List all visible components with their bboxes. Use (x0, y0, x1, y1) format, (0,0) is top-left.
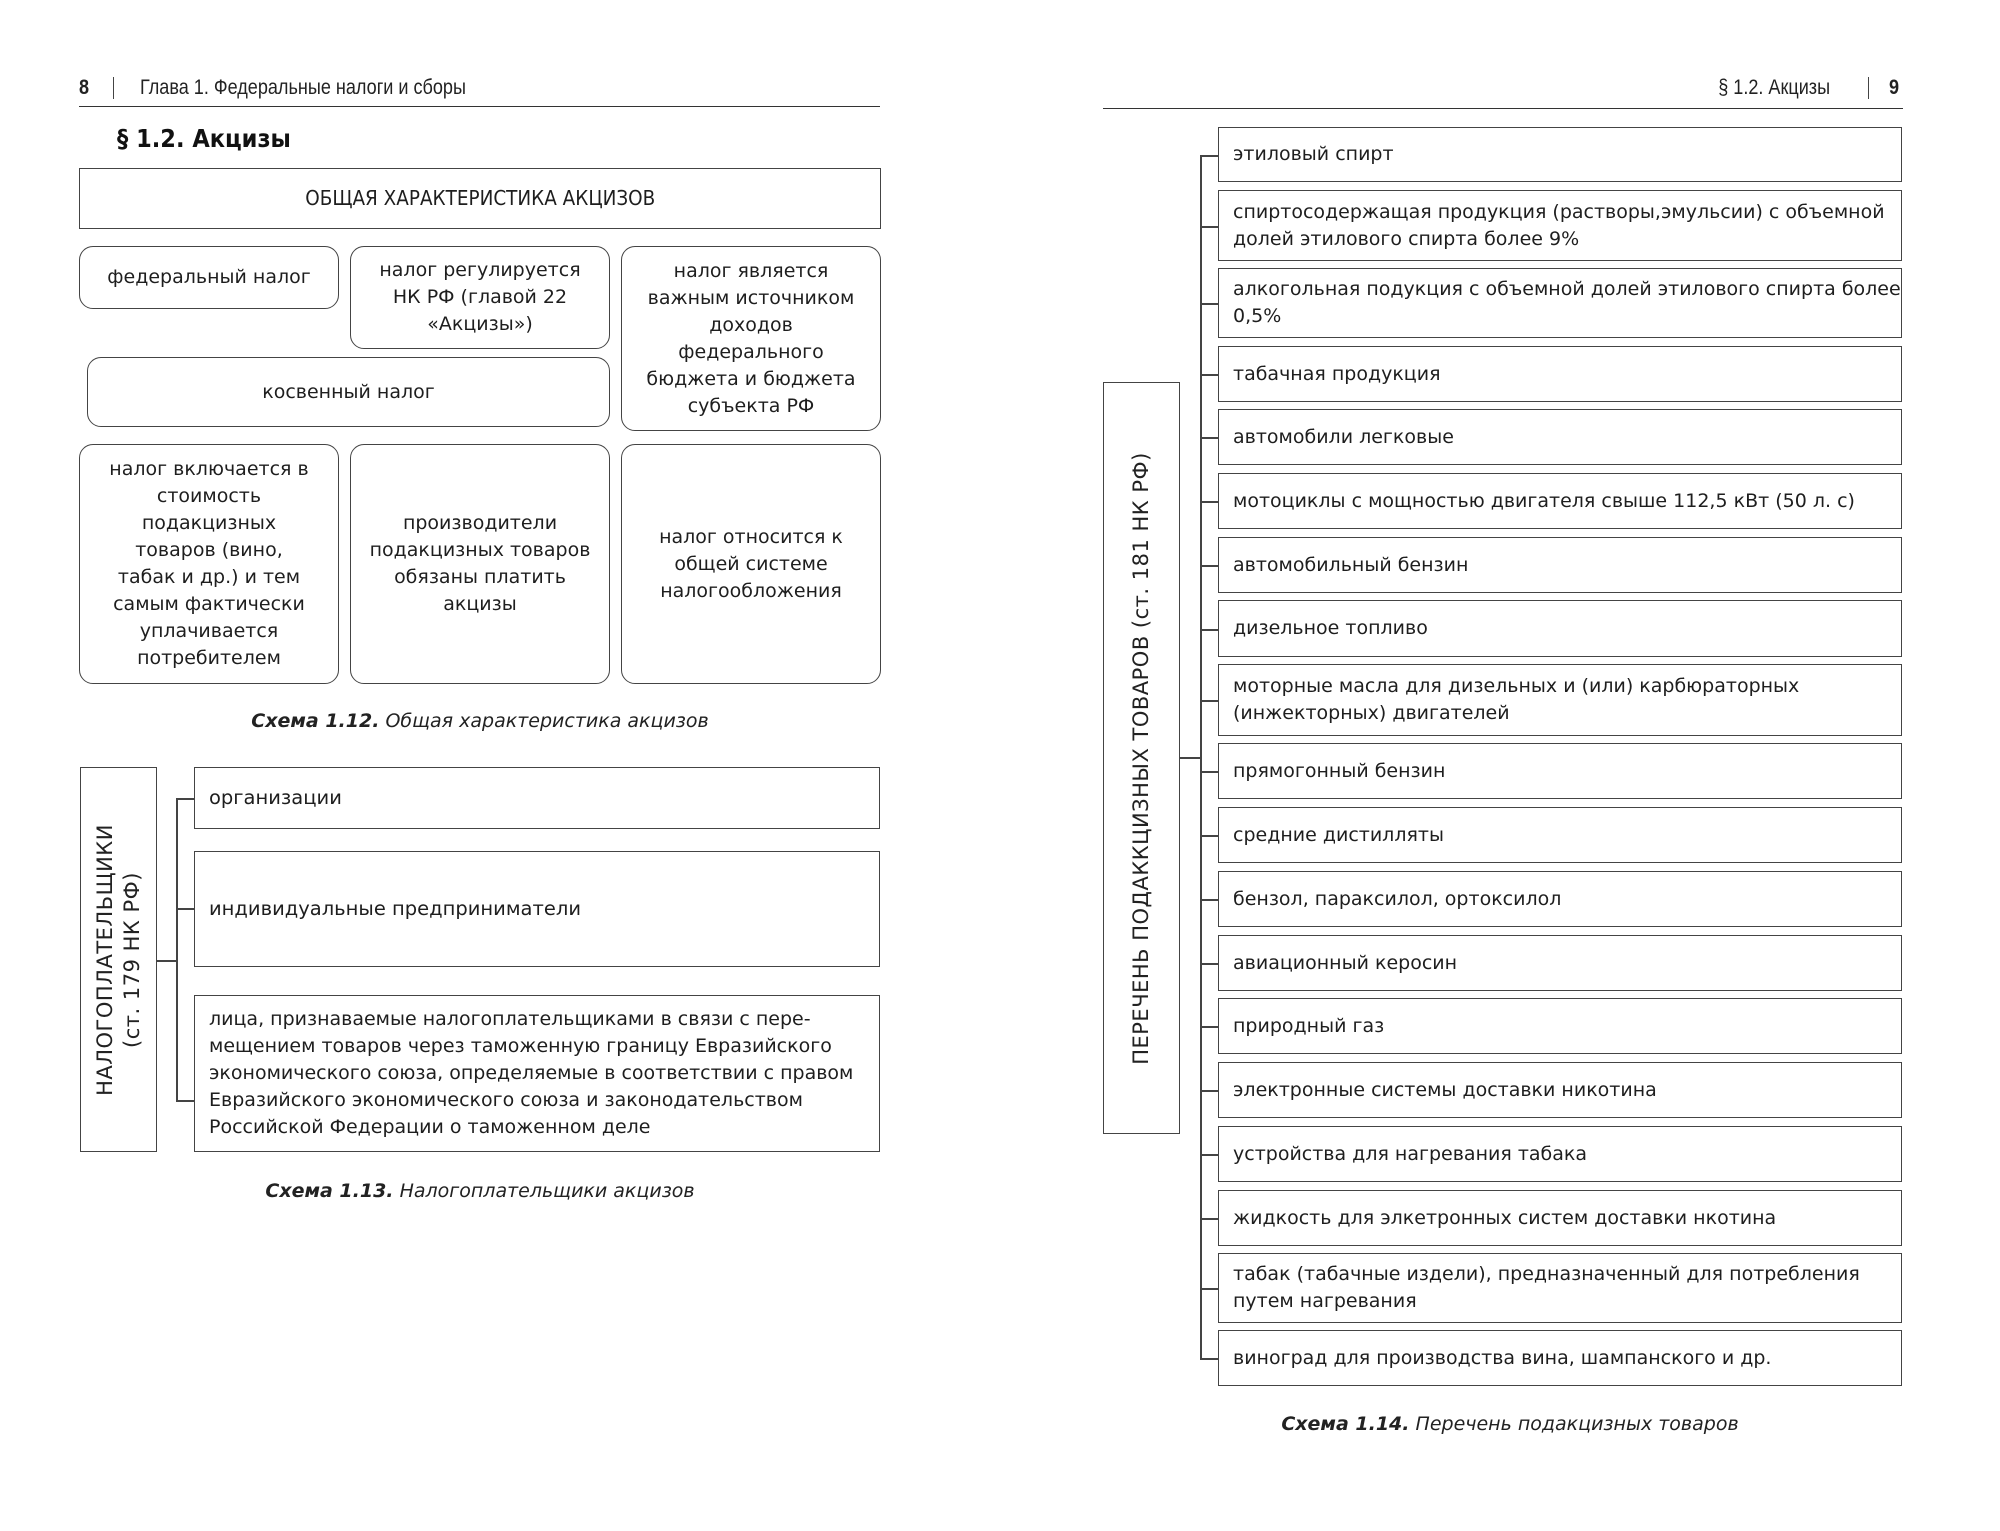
cell-text: налог включается в стоимость подакцизных товаров (вино, табак и др.) и тем самым фактически уплачивается потребителем (109, 458, 309, 669)
root-title: НАЛОГОПЛАТЕЛЬЩИКИ (92, 823, 117, 1096)
connector-branch (1200, 1288, 1218, 1290)
excisable-goods-item (1218, 1126, 1902, 1182)
connector-root (1180, 757, 1201, 759)
connector-branch (1200, 565, 1218, 567)
cell-general-system (621, 444, 881, 684)
caption-text: Перечень подакцизных товаров (1409, 1413, 1739, 1435)
connector-trunk (176, 798, 178, 1101)
item-text: этиловый спирт (1233, 143, 1394, 165)
taxpayer-item (194, 767, 880, 829)
connector-branch (176, 798, 194, 800)
excisable-goods-item (1218, 998, 1902, 1054)
taxpayer-item (194, 851, 880, 967)
caption-1-12 (251, 710, 708, 732)
taxpayers-root-box (80, 767, 157, 1152)
item-text: мотоциклы с мощностью двигателя свыше 112,5 кВт (50 л. с) (1233, 489, 1855, 512)
cell-indirect-tax (87, 357, 610, 427)
excisable-goods-item (1218, 190, 1902, 261)
cell-text: производители подакцизных товаров обязаны платить акцизы (369, 512, 591, 615)
item-text: автомобильный бензин (1233, 553, 1469, 576)
connector-branch (1200, 374, 1218, 376)
connector-branch (1200, 1218, 1218, 1220)
caption-label: Схема 1.13. (265, 1180, 394, 1202)
connector-branch (1200, 501, 1218, 503)
connector-trunk (1200, 155, 1202, 1360)
caption-1-13 (265, 1180, 694, 1202)
page-number: 9 (1889, 76, 1900, 99)
root-subtitle: (ст. 179 НК РФ) (119, 871, 144, 1048)
excisable-goods-item (1218, 346, 1902, 402)
item-text: виноград для производства вина, шампанского и др. (1233, 1346, 1772, 1369)
section-title: § 1.2. Акцизы (117, 124, 291, 153)
connector-branch (1200, 700, 1218, 702)
excisable-goods-item (1218, 1253, 1902, 1323)
excisable-goods-item (1218, 935, 1902, 991)
excisable-goods-item (1218, 409, 1902, 465)
connector-branch (1200, 835, 1218, 837)
excisable-goods-root-label: ПЕРЕЧЕНЬ ПОДАККЦИЗНЫХ ТОВАРОВ (ст. 181 НК РФ) (1129, 451, 1153, 1065)
cell-federal-tax (79, 246, 339, 309)
excisable-goods-item (1218, 807, 1902, 863)
item-text: бензол, параксилол, ортоксилол (1233, 887, 1562, 910)
left-page-header (79, 76, 89, 100)
header-rule (1103, 108, 1903, 109)
item-text: природный газ (1233, 1014, 1385, 1037)
cell-revenue-source (621, 246, 881, 431)
item-text: моторные масла для дизельных и (или) карбюраторных (инжекторных) двигателей (1233, 675, 1800, 724)
excisable-goods-item (1218, 1330, 1902, 1386)
excisable-goods-root-box (1103, 382, 1180, 1134)
header-rule (79, 106, 880, 107)
item-text: дизельное топливо (1233, 617, 1428, 639)
taxpayer-item (194, 995, 880, 1152)
caption-text: Общая характеристика акцизов (379, 710, 709, 732)
connector-branch (1200, 771, 1218, 773)
excisable-goods-item (1218, 743, 1902, 799)
header-divider (1868, 77, 1869, 99)
connector-branch (1200, 1154, 1218, 1156)
caption-1-14 (1281, 1413, 1738, 1435)
cell-text: косвенный налог (262, 380, 435, 403)
cell-text: федеральный налог (107, 266, 311, 288)
taxpayers-root-label (92, 824, 146, 1096)
connector-branch (1200, 303, 1218, 305)
connector-branch (176, 908, 194, 910)
excisable-goods-item (1218, 1190, 1902, 1246)
connector-branch (176, 1100, 194, 1102)
caption-label: Схема 1.14. (1281, 1413, 1410, 1435)
right-page-header (1889, 76, 1899, 100)
item-text: жидкость для элкетронных систем доставки нкотина (1233, 1206, 1777, 1229)
caption-label: Схема 1.12. (251, 710, 380, 732)
scheme-title-box (79, 168, 881, 229)
connector-branch (1200, 226, 1218, 228)
item-text: электронные системы доставки никотина (1233, 1078, 1657, 1101)
excisable-goods-item (1218, 537, 1902, 593)
item-text: автомобили легковые (1233, 425, 1454, 448)
cell-text: налог относится к общей системе налогообложения (659, 525, 843, 602)
connector-root (157, 960, 177, 962)
item-text: средние дистилляты (1233, 823, 1444, 846)
excisable-goods-item (1218, 1062, 1902, 1118)
excisable-goods-item (1218, 664, 1902, 736)
section-running-title: § 1.2. Акцизы (1718, 76, 1830, 99)
excisable-goods-item (1218, 871, 1902, 927)
item-text: устройства для нагревания табака (1233, 1142, 1588, 1165)
excisable-goods-item (1218, 473, 1902, 529)
scheme-title-text: ОБЩАЯ ХАРАКТЕРИСТИКА АКЦИЗОВ (304, 186, 656, 210)
excisable-goods-item (1218, 127, 1902, 182)
caption-text: Налогоплательщики акцизов (393, 1180, 695, 1202)
item-text: прямогонный бензин (1233, 759, 1446, 782)
excisable-goods-item (1218, 268, 1902, 338)
connector-branch (1200, 155, 1218, 157)
cell-regulated (350, 246, 610, 349)
connector-branch (1200, 1090, 1218, 1092)
connector-branch (1200, 629, 1218, 631)
chapter-title: Глава 1. Федеральные налоги и сборы (140, 76, 466, 99)
item-text: табак (табачные издели), предназначенный для потребления путем нагревания (1233, 1263, 1860, 1312)
item-text: спиртосодержащая продукция (растворы,эмульсии) с объемной долей этилового спирта более 9% (1233, 200, 1885, 250)
header-divider (113, 77, 114, 99)
cell-included-in-price (79, 444, 339, 684)
excisable-goods-item (1218, 600, 1902, 657)
connector-branch (1200, 1358, 1218, 1360)
item-text: табачная продукция (1233, 362, 1441, 385)
item-text: алкогольная подукция с объемной долей этилового спирта более 0,5% (1233, 278, 1901, 327)
cell-producers (350, 444, 610, 684)
connector-branch (1200, 437, 1218, 439)
cell-text: налог регулируется НК РФ (главой 22 «Акцизы») (379, 259, 581, 335)
item-text: лица, признаваемые налогоплательщиками в связи с пере-мещением товаров через таможенную границу Евразийского экономического союза, определяемые в соответствии с правом Евразийского экономического союза и законодательством Российской Федерации о таможенном деле (209, 1008, 854, 1138)
item-text: индивидуальные предприниматели (209, 897, 581, 920)
connector-branch (1200, 963, 1218, 965)
connector-branch (1200, 1026, 1218, 1028)
item-text: организации (209, 786, 342, 809)
page-number: 8 (79, 76, 90, 99)
cell-text: налог является важным источником доходов федерального бюджета и бюджета субъекта РФ (646, 259, 856, 417)
item-text: авиационный керосин (1233, 951, 1458, 974)
connector-branch (1200, 899, 1218, 901)
